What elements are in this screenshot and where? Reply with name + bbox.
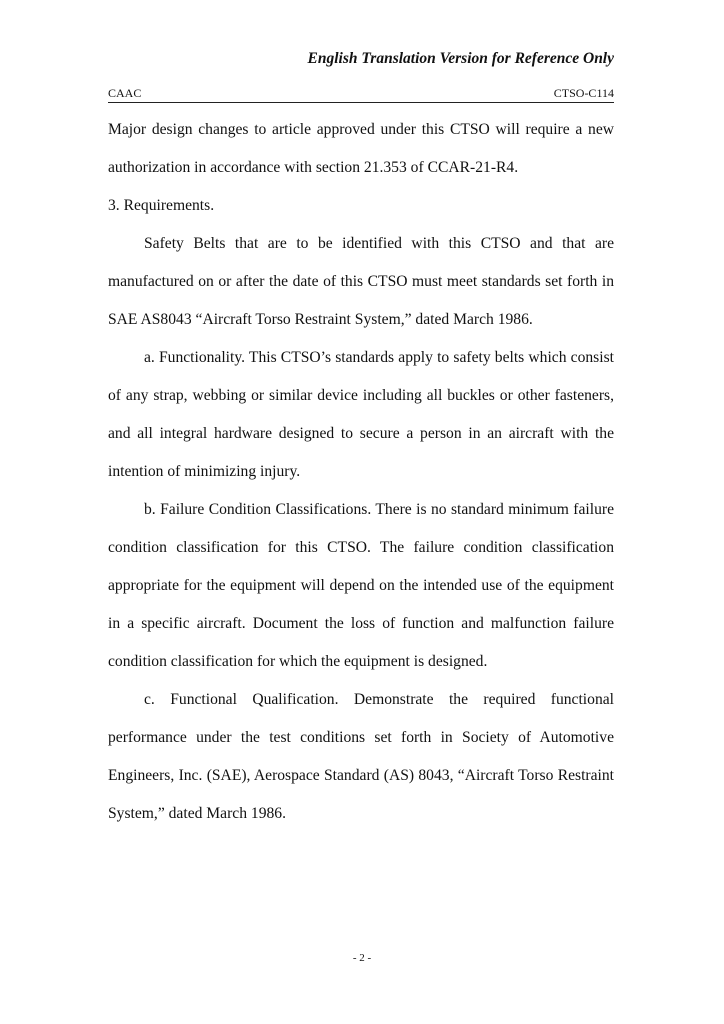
translation-note: English Translation Version for Reference Only: [307, 50, 614, 67]
paragraph-design-changes: Major design changes to article approved under this CTSO will require a new authorization in accordance with section 21.353 of CCAR-21-R4.: [108, 121, 614, 176]
paragraph-functional-qualification: c. Functional Qualification. Demonstrate the required functional performance under the test conditions set forth in Society of Automotive Engineers, Inc. (SAE), Aerospace Standard (AS) 8043, “Aircraft Torso Restraint System,” dated March 1986.: [108, 691, 614, 822]
paragraph-functionality: a. Functionality. This CTSO’s standards apply to safety belts which consist of any strap, webbing or similar device including all buckles or other fasteners, and all integral hardware designed to secure a person in an aircraft with the intention of minimizing injury.: [108, 349, 614, 480]
header-document-id: CTSO-C114: [553, 86, 614, 100]
page-number: - 2 -: [352, 952, 372, 964]
paragraph-requirements: Safety Belts that are to be identified with this CTSO and that are manufactured on or after the date of this CTSO must meet standards set forth in SAE AS8043 “Aircraft Torso Restraint System,” dated March 1986.: [108, 235, 614, 328]
document-body: [108, 111, 614, 833]
header-organization: CAAC: [108, 86, 142, 100]
running-header: [108, 86, 614, 103]
paragraph-failure-condition: b. Failure Condition Classifications. There is no standard minimum failure condition classification for this CTSO. The failure condition classification appropriate for the equipment will depend on the intended use of the equipment in a specific aircraft. Document the loss of function and malfunction failure condition classification for which the equipment is designed.: [108, 501, 614, 670]
section-heading-requirements: 3. Requirements.: [108, 197, 215, 214]
